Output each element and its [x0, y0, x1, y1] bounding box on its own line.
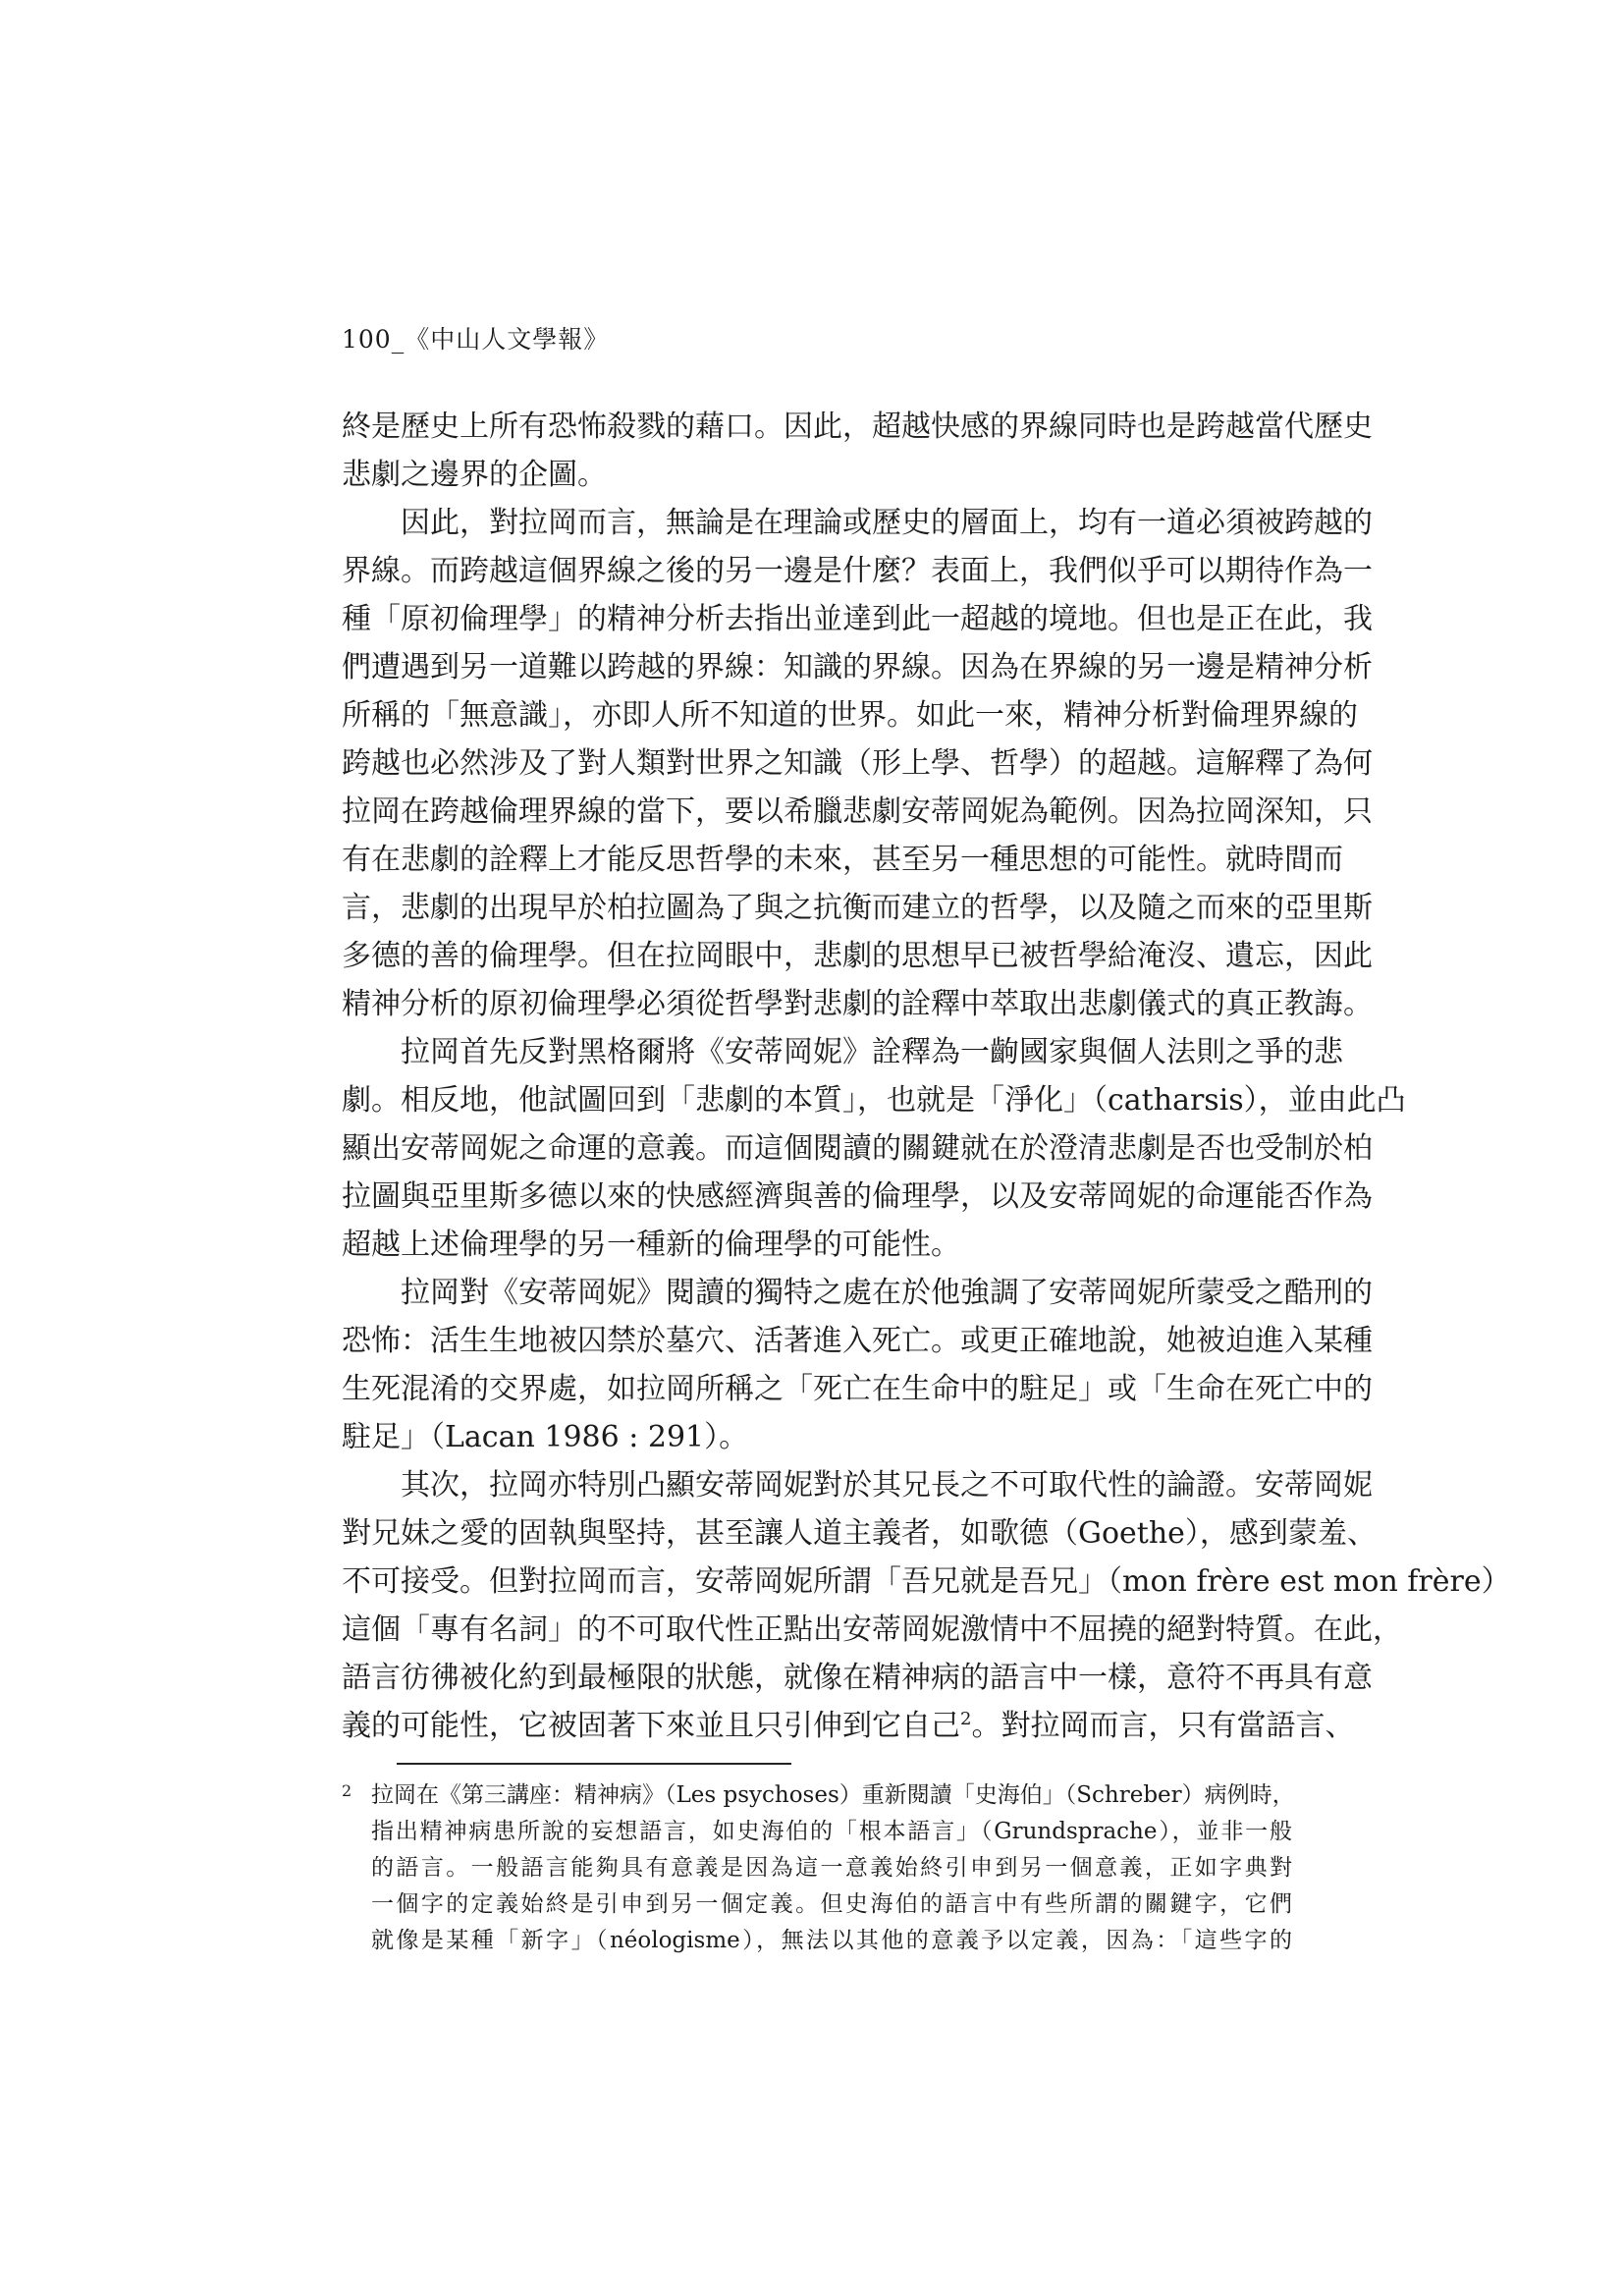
footnote-line: 一個字的定義始終是引申到另一個定義。但史海伯的語言中有些所謂的關鍵字，它們	[371, 1891, 1292, 1917]
body-line: 不可接受。但對拉岡而言，安蒂岡妮所謂「吾兄就是吾兄」（mon frère est mon frère）	[342, 1564, 1511, 1599]
body-line: 終是歷史上所有恐怖殺戮的藉口。因此，超越快感的界線同時也是跨越當代歷史	[342, 410, 1373, 444]
body-line-with-footnote-ref	[342, 1702, 1355, 1750]
body-line: 拉圖與亞里斯多德以來的快感經濟與善的倫理學，以及安蒂岡妮的命運能否作為	[342, 1179, 1373, 1214]
body-line: 跨越也必然涉及了對人類對世界之知識（形上學、哲學）的超越。這解釋了為何	[342, 746, 1373, 781]
body-line: 拉岡在跨越倫理界線的當下，要以希臘悲劇安蒂岡妮為範例。因為拉岡深知，只	[342, 794, 1373, 829]
body-line: 界線。而跨越這個界線之後的另一邊是什麼？表面上，我們似乎可以期待作為一	[342, 554, 1373, 588]
footnote-separator	[397, 1763, 791, 1765]
footnote-line: 的語言。一般語言能夠具有意義是因為這一意義始終引申到另一個意義，正如字典對	[371, 1855, 1292, 1881]
body-line: 悲劇之邊界的企圖。	[342, 458, 607, 492]
body-line: 所稱的「無意識」，亦即人所不知道的世界。如此一來，精神分析對倫理界線的	[342, 698, 1358, 733]
main-text	[342, 403, 1511, 1750]
body-line-tail: 。對拉岡而言，只有當語言、	[971, 1709, 1355, 1743]
body-line: 拉岡首先反對黑格爾將《安蒂岡妮》詮釋為一齣國家與個人法則之爭的悲	[401, 1035, 1343, 1069]
footnote-line	[342, 1777, 1295, 1814]
body-line: 因此，對拉岡而言，無論是在理論或歷史的層面上，均有一道必須被跨越的	[401, 506, 1373, 540]
body-line: 對兄妹之愛的固執與堅持，甚至讓人道主義者，如歌德（Goethe），感到蒙羞、	[342, 1516, 1377, 1551]
body-line-text: 義的可能性，它被固著下來並且只引伸到它自己	[342, 1709, 960, 1743]
body-line: 劇。相反地，他試圖回到「悲劇的本質」，也就是「淨化」（catharsis），並由此凸	[342, 1083, 1406, 1118]
body-line: 精神分析的原初倫理學必須從哲學對悲劇的詮釋中萃取出悲劇儀式的真正教誨。	[342, 987, 1373, 1021]
body-line: 拉岡對《安蒂岡妮》閱讀的獨特之處在於他強調了安蒂岡妮所蒙受之酷刑的	[401, 1276, 1373, 1310]
body-line: 其次，拉岡亦特別凸顯安蒂岡妮對於其兄長之不可取代性的論證。安蒂岡妮	[401, 1468, 1373, 1503]
body-line: 言，悲劇的出現早於柏拉圖為了與之抗衡而建立的哲學，以及隨之而來的亞里斯	[342, 891, 1373, 925]
footnote-line-text: 拉岡在《第三講座：精神病》（Les psychoses）重新閱讀「史海伯」（Schreber）病例時，	[371, 1782, 1295, 1808]
body-line: 語言彷彿被化約到最極限的狀態，就像在精神病的語言中一樣，意符不再具有意	[342, 1661, 1373, 1695]
body-line: 種「原初倫理學」的精神分析去指出並達到此一超越的境地。但也是正在此，我	[342, 602, 1373, 636]
body-line: 恐怖：活生生地被囚禁於墓穴、活著進入死亡。或更正確地說，她被迫進入某種	[342, 1324, 1373, 1358]
footnote	[342, 1777, 1295, 1959]
body-line: 們遭遇到另一道難以跨越的界線：知識的界線。因為在界線的另一邊是精神分析	[342, 650, 1373, 684]
running-head: 100_《中山人文學報》	[342, 325, 610, 354]
footnote-reference[interactable]: 2	[960, 1709, 972, 1729]
footnote-marker: 2	[342, 1781, 352, 1800]
body-line: 有在悲劇的詮釋上才能反思哲學的未來，甚至另一種思想的可能性。就時間而	[342, 843, 1343, 877]
body-line: 生死混淆的交界處，如拉岡所稱之「死亡在生命中的駐足」或「生命在死亡中的	[342, 1372, 1373, 1406]
body-line: 這個「專有名詞」的不可取代性正點出安蒂岡妮激情中不屈撓的絕對特質。在此，	[342, 1613, 1402, 1647]
footnote-line: 就像是某種「新字」（néologisme），無法以其他的意義予以定義，因為：「這些字的	[371, 1928, 1292, 1953]
body-line: 超越上述倫理學的另一種新的倫理學的可能性。	[342, 1228, 960, 1262]
body-line: 駐足」（Lacan 1986 : 291）。	[342, 1420, 749, 1454]
footnote-line: 指出精神病患所說的妄想語言，如史海伯的「根本語言」（Grundsprache），並非一般	[371, 1819, 1292, 1844]
body-line: 顯出安蒂岡妮之命運的意義。而這個閱讀的關鍵就在於澄清悲劇是否也受制於柏	[342, 1131, 1373, 1166]
body-line: 多德的善的倫理學。但在拉岡眼中，悲劇的思想早已被哲學給淹沒、遺忘，因此	[342, 939, 1373, 973]
